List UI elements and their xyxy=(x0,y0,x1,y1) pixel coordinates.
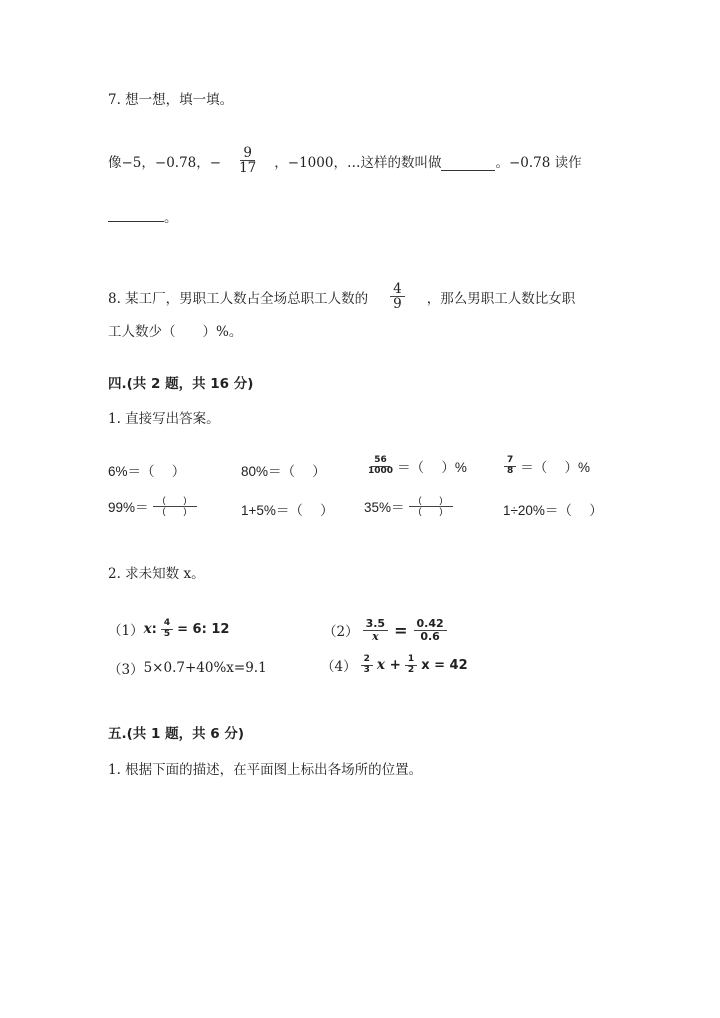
fraction-1-2 xyxy=(405,655,417,675)
q7-end: 。 xyxy=(164,210,178,226)
denominator: ( ) xyxy=(162,505,187,516)
q7-middle: ，−1000，…这样的数叫做 xyxy=(274,154,442,171)
item-rest: ＝（ ）% xyxy=(520,460,591,475)
denominator: 0.6 xyxy=(420,629,440,643)
section5-title: 五.(共 1 题，共 6 分) xyxy=(108,726,245,742)
q7-title: 7. 想一想，填一填。 xyxy=(108,92,234,108)
fraction-7-8 xyxy=(504,456,516,476)
s4-q2-title: 2. 求未知数 x。 xyxy=(108,566,205,582)
item-99pct xyxy=(108,496,201,516)
eq-label: （4） xyxy=(321,659,357,675)
equals: = xyxy=(394,620,408,640)
q7-prefix: 像−5，−0.78，− xyxy=(108,154,222,171)
numerator: 7 xyxy=(504,456,516,466)
q7-line1 xyxy=(108,146,582,175)
item-35pct xyxy=(364,496,457,516)
numerator: ( ) xyxy=(153,496,197,506)
equation-4 xyxy=(321,655,468,675)
var-x: x xyxy=(143,621,152,637)
q7-line2 xyxy=(108,206,178,226)
q8-suffix: ，那么男职工人数比女职 xyxy=(426,290,576,307)
s5-q1-title: 1. 根据下面的描述，在平面图上标出各场所的位置。 xyxy=(108,762,423,778)
denominator: ( ) xyxy=(418,505,443,516)
item-7-8 xyxy=(500,456,590,476)
eq-body: 5×0.7+40%x=9.1 xyxy=(143,660,267,676)
numerator: 0.42 xyxy=(414,618,447,631)
colon: : xyxy=(151,621,157,637)
numerator: 2 xyxy=(361,655,373,665)
denominator: 8 xyxy=(507,465,514,476)
fraction-2-3 xyxy=(361,655,373,675)
fraction-3.5-x xyxy=(363,618,389,642)
numerator: ( ) xyxy=(409,496,453,506)
eq-label: （3） xyxy=(108,662,144,678)
blank-fraction[interactable] xyxy=(153,496,197,516)
numerator: 3.5 xyxy=(363,618,389,631)
numerator: 56 xyxy=(371,456,390,466)
eq-label: （2） xyxy=(323,624,359,641)
fraction-4-5 xyxy=(161,619,173,639)
eq-term: x + xyxy=(376,657,401,673)
denominator: 3 xyxy=(363,664,370,675)
q8-line1 xyxy=(108,282,575,311)
q7-after-blank: 。−0.78 读作 xyxy=(495,154,582,171)
fraction-56-1000 xyxy=(368,456,393,476)
fraction-9-17 xyxy=(239,146,256,175)
q8-line2: 工人数少（ ）%。 xyxy=(108,324,243,340)
item-80pct: 80%＝（ ） xyxy=(241,464,326,479)
q8-prefix: 8. 某工厂，男职工人数占全场总职工人数的 xyxy=(108,290,369,307)
equation-1 xyxy=(108,619,229,639)
denominator: x xyxy=(372,629,379,643)
numerator: 1 xyxy=(405,655,417,665)
denominator: 9 xyxy=(393,296,402,313)
denominator: 2 xyxy=(407,664,415,675)
eq-label: （1） xyxy=(108,623,144,639)
item-label: 99%＝ xyxy=(108,500,149,515)
item-1-div-20pct: 1÷20%＝（ ） xyxy=(503,503,603,518)
fraction-4-9 xyxy=(390,282,405,311)
section4-title: 四.(共 2 题，共 16 分) xyxy=(108,376,254,392)
eq-rest: = 6: 12 xyxy=(177,621,230,637)
denominator: 17 xyxy=(239,160,257,177)
numerator: 9 xyxy=(240,146,255,161)
denominator: 1000 xyxy=(368,465,394,476)
item-label: 35%＝ xyxy=(364,500,405,515)
fraction-0.42-0.6 xyxy=(414,618,447,642)
numerator: 4 xyxy=(161,619,173,629)
item-56-1000 xyxy=(364,456,467,476)
equation-3 xyxy=(108,658,267,678)
blank-fraction[interactable] xyxy=(409,496,453,516)
answer-blank[interactable] xyxy=(441,169,495,171)
denominator: 5 xyxy=(163,628,171,639)
item-1-plus-5pct: 1+5%＝（ ） xyxy=(241,503,334,518)
item-rest: ＝（ ）% xyxy=(397,460,467,475)
answer-blank[interactable] xyxy=(108,220,164,222)
eq-rest: x = 42 xyxy=(421,657,468,673)
item-6pct: 6%＝（ ） xyxy=(108,464,186,479)
s4-q1-title: 1. 直接写出答案。 xyxy=(108,411,220,427)
equation-2 xyxy=(323,618,451,642)
numerator: 4 xyxy=(390,282,405,297)
